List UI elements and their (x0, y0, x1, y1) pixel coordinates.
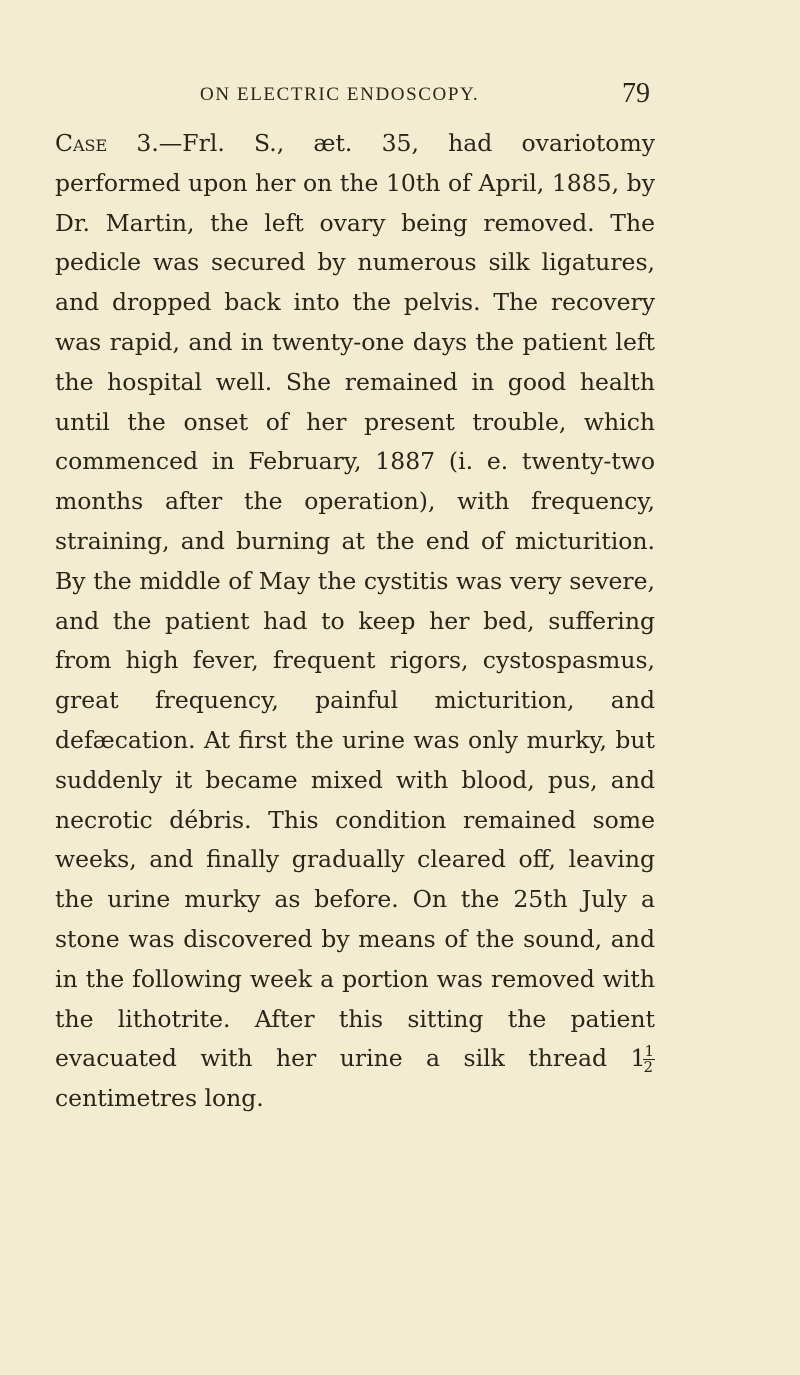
paragraph-body: 3.—Frl. S., æt. 35, had ovariotomy performed upon her on the 10th of April, 1885, by Dr. Martin, the left ovary being removed. The pedicle was secured by numerous silk ligatures, and dropped back into the pelvis. The recovery was rapid, and in twenty-one days the patient left the hospital well. She remained in good health until the onset of her present trouble, which commenced in February, 1887 (i. e. twenty-two months after the operation), with frequency, straining, and burning at the end of micturition. By the middle of May the cystitis was very severe, and the patient had to keep her bed, suffering from high fever, frequent rigors, cystospasmus, great frequency, painful micturition, and defæcation. At first the urine was only murky, but suddenly it became mixed with blood, pus, and necrotic débris. This condition remained some weeks, and finally gradually cleared off, leaving the urine murky as before. On the 25th July a stone was discovered by means of the sound, and in the following week a portion was removed with the lithotrite. After this sitting the patient evacuated with her urine a silk thread 1 (55, 129, 655, 1073)
paragraph-ending: centimetres long. (55, 1084, 264, 1113)
case-label: Case (55, 129, 108, 157)
fraction-numerator: 1 (644, 1042, 654, 1061)
page-number: 79 (622, 78, 650, 109)
running-head: ON ELECTRIC ENDOSCOPY. (200, 84, 480, 105)
paragraph-text (55, 124, 655, 1119)
fraction-denominator: 2 (643, 1058, 653, 1077)
case-paragraph (55, 124, 655, 1119)
page-header (0, 78, 800, 112)
fraction-one-half (643, 1044, 655, 1075)
